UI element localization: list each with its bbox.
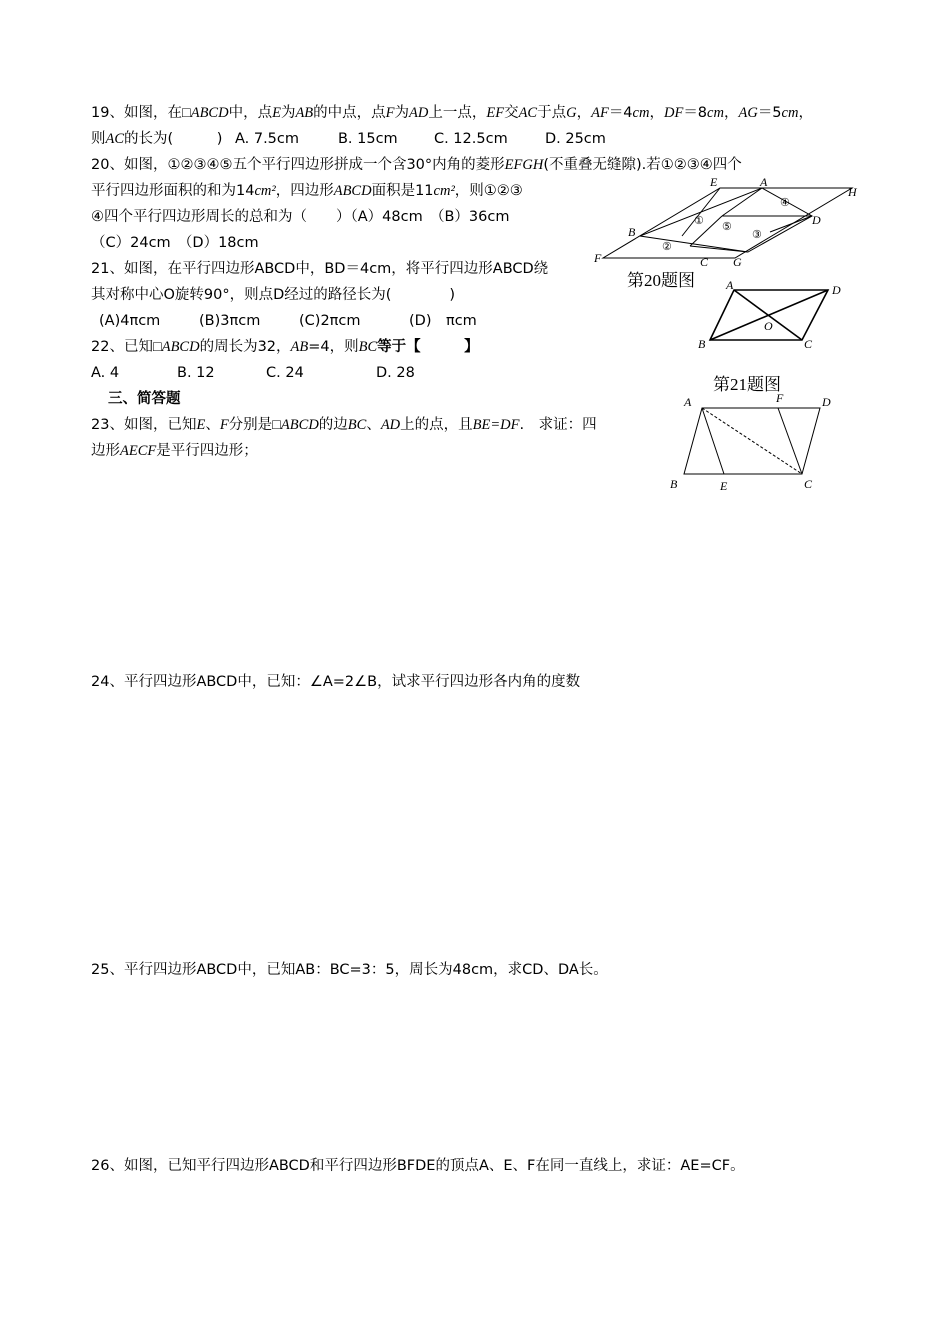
label-e: E <box>720 479 728 493</box>
q22-option-b: B. 12 <box>177 365 215 381</box>
text: E <box>196 417 206 433</box>
text: F <box>385 105 395 121</box>
q19-option-c: C. 12.5cm <box>433 131 508 147</box>
figure-23-diagram <box>666 388 846 496</box>
label-c: C <box>804 477 813 491</box>
q22-line1 <box>91 337 479 357</box>
label-region-5: ⑤ <box>722 221 732 233</box>
label-region-2: ② <box>662 241 672 253</box>
text: BC <box>358 339 378 355</box>
label-region-1: ① <box>694 215 704 227</box>
q20-line2 <box>91 181 523 201</box>
label-o: O <box>764 319 773 333</box>
text: ， <box>798 105 813 121</box>
text: EFGH <box>504 157 544 173</box>
label-d: D <box>822 395 831 409</box>
text: 中，点 <box>228 105 273 121</box>
q23-line1 <box>91 415 597 435</box>
text: 则 <box>91 131 106 147</box>
text: 的边 <box>318 417 348 433</box>
text: AB <box>295 105 314 121</box>
q19-line1 <box>91 103 813 123</box>
figure-21-caption: 第21题图 <box>713 375 781 394</box>
q20-line1 <box>91 155 742 175</box>
text: 、 <box>205 417 220 433</box>
text: 平行四边形面积的和为14 <box>91 183 255 199</box>
text: cm² <box>254 183 276 199</box>
text: EF <box>486 105 505 121</box>
text: cm <box>632 105 650 121</box>
text: 交 <box>504 105 519 121</box>
text: G <box>566 105 577 121</box>
text: DF <box>663 105 684 121</box>
text: BE=DF <box>472 417 520 433</box>
text: (不重叠无缝隙).若①②③④四个 <box>543 157 742 173</box>
q21-option-c: (C)2πcm <box>299 313 361 329</box>
q22-options <box>91 363 415 383</box>
text: ＝8 <box>683 105 708 121</box>
label-b: B <box>670 477 678 491</box>
text: =4，则 <box>308 339 359 355</box>
label-g: G <box>733 255 742 268</box>
label-region-4: ④ <box>780 197 790 209</box>
text: □ABCD <box>272 417 319 433</box>
q19-line2 <box>91 129 606 149</box>
text: □ABCD <box>181 105 229 121</box>
q21-option-d: (D) πcm <box>409 313 477 329</box>
figure-20-diagram <box>590 176 865 268</box>
text: BC <box>347 417 367 433</box>
label-d: D <box>832 283 841 297</box>
text: ABCD <box>333 183 372 199</box>
label-c: C <box>804 337 813 351</box>
text: 为 <box>394 105 410 121</box>
text: ，四边形 <box>275 183 334 199</box>
text: ，则①②③ <box>454 183 523 199</box>
q23-line2 <box>91 441 258 461</box>
text: 22、已知 <box>91 339 153 355</box>
label-a: A <box>760 176 768 189</box>
text: □ABCD <box>152 339 200 355</box>
q21-line2: 其对称中心O旋转90°，则点D经过的路径长为( ) <box>91 287 456 303</box>
text: AF <box>591 105 609 121</box>
text: ， <box>649 105 664 121</box>
q22-option-d: D. 28 <box>376 365 415 381</box>
text: 上一点， <box>428 105 487 121</box>
text: AC <box>105 131 125 147</box>
text: cm <box>707 105 724 121</box>
text: 20、如图，①②③④⑤五个平行四边形拼成一个含30°内角的菱形 <box>91 157 505 173</box>
label-a: A <box>726 278 734 292</box>
text: . 求证：四 <box>519 417 597 433</box>
section-heading: 三、简答题 <box>108 391 181 407</box>
text: cm <box>781 105 799 121</box>
label-a: A <box>684 395 692 409</box>
text: 等于【 】 <box>377 339 479 355</box>
q20-line3: ④四个平行四边形周长的总和为（ ）（A）48cm （B）36cm <box>91 209 510 225</box>
text: 分别是 <box>228 417 273 433</box>
q19-option-b: B. 15cm <box>337 131 398 147</box>
text: cm² <box>433 183 455 199</box>
text: AC <box>518 105 538 121</box>
label-b: B <box>628 225 636 239</box>
label-e: E <box>710 176 718 189</box>
q26: 26、如图，已知平行四边形ABCD和平行四边形BFDE的顶点A、E、F在同一直线上，求证：AE=CF。 <box>91 1158 745 1174</box>
text: 的长为( ) <box>124 131 223 147</box>
parallelogram-abcd <box>684 408 820 474</box>
text: 的周长为32， <box>199 339 291 355</box>
label-b: B <box>698 337 706 351</box>
text: 面积是11 <box>371 183 434 199</box>
text: 19、如图，在 <box>91 105 182 121</box>
text: 是平行四边形； <box>156 443 258 459</box>
label-d: D <box>812 213 821 227</box>
q21-options <box>99 311 477 331</box>
figure-20-caption: 第20题图 <box>627 271 695 290</box>
text: AG <box>738 105 758 121</box>
text: AB <box>290 339 309 355</box>
text: 23、如图，已知 <box>91 417 197 433</box>
label-f: F <box>776 391 784 405</box>
text: 为 <box>280 105 296 121</box>
text: AD <box>409 105 429 121</box>
q22-option-c: C. 24 <box>266 365 304 381</box>
figure-21-diagram <box>692 278 852 356</box>
text: AD <box>380 417 401 433</box>
text: 的中点，点 <box>313 105 386 121</box>
q20-line4: （C）24cm （D）18cm <box>91 235 259 251</box>
q21-option-b: (B)3πcm <box>199 313 261 329</box>
text: AECF <box>120 443 157 459</box>
text: F <box>219 417 229 433</box>
label-region-3: ③ <box>752 229 762 241</box>
text: 边形 <box>91 443 120 459</box>
q19-option-d: D. 25cm <box>544 131 606 147</box>
label-f: F <box>594 251 602 265</box>
text: ， <box>576 105 592 121</box>
text: 于点 <box>537 105 567 121</box>
text: ＝4 <box>608 105 633 121</box>
q21-option-a: (A)4πcm <box>99 313 161 329</box>
text: 上的点，且 <box>400 417 473 433</box>
q24: 24、平行四边形ABCD中，已知：∠A=2∠B，试求平行四边形各内角的度数 <box>91 674 581 690</box>
q22-option-a: A. 4 <box>91 365 120 381</box>
q21-line1: 21、如图，在平行四边形ABCD中，BD＝4cm，将平行四边形ABCD绕 <box>91 261 549 277</box>
text: ， <box>723 105 739 121</box>
text: 、 <box>366 417 381 433</box>
text: E <box>272 105 281 121</box>
q19-option-a: A. 7.5cm <box>234 131 300 147</box>
label-c: C <box>700 255 709 268</box>
q25: 25、平行四边形ABCD中，已知AB：BC=3：5，周长为48cm，求CD、DA长。 <box>91 962 608 978</box>
text: ＝5 <box>757 105 782 121</box>
label-h: H <box>848 185 857 199</box>
